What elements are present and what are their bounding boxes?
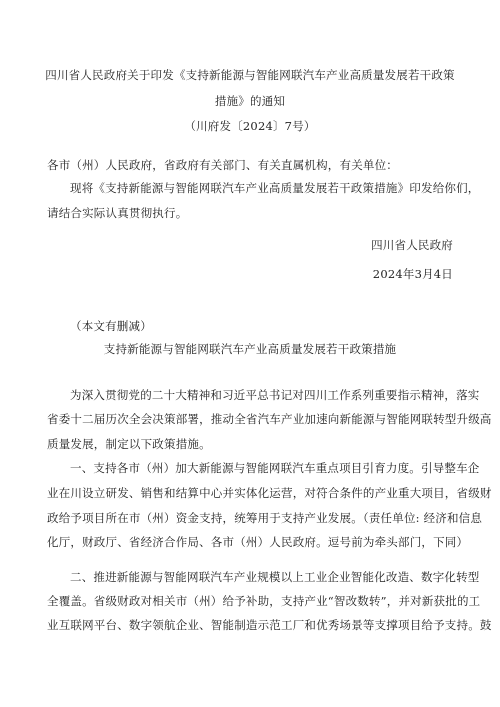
intro-line-1: 为深入贯彻党的二十大精神和习近平总书记对四川工作系列重要指示精神，落实 bbox=[70, 388, 480, 402]
attachment-title: 支持新能源与智能网联汽车产业高质量发展若干政策措施 bbox=[103, 342, 397, 356]
document-number: （川府发〔2024〕7号） bbox=[184, 119, 316, 133]
addressee: 各市（州）人民政府，省政府有关部门、有关直属机构，有关单位： bbox=[47, 158, 398, 172]
item1-line-3: 政给予项目所在市（州）资金支持，统筹用于支持产业发展。（责任单位: 经济和信息 bbox=[47, 511, 483, 525]
item2-line-2: 全覆盖。省级财政对相关市（州）给予补助，支持产业“智改数转”，并对新获批的工 bbox=[47, 594, 481, 608]
intro-line-3: 质量发展，制定以下政策措施。 bbox=[47, 437, 211, 451]
item1-line-1: 一、支持各市（州）加大新能源与智能网联汽车重点项目引育力度。引导整车企 bbox=[70, 461, 480, 475]
item1-line-2: 业在川设立研发、销售和结算中心并实体化运营，对符合条件的产业重大项目，省级财 bbox=[47, 486, 492, 500]
intro-line-2: 省委十二届历次全会决策部署，推动全省汽车产业加速向新能源与智能网联转型升级高 bbox=[47, 412, 492, 426]
item2-line-3: 业互联网平台、数字领航企业、智能制造示范工厂和优秀场景等支撑项目给予支持。鼓 bbox=[47, 618, 492, 632]
notice-body-line-2: 请结合实际认真贯彻执行。 bbox=[47, 206, 188, 220]
notice-title-line-2: 措施》的通知 bbox=[214, 94, 286, 108]
abridged-note: （本文有删减） bbox=[70, 319, 152, 333]
item1-line-4: 化厅，财政厅、省经济合作局、各市（州）人民政府。逗号前为牵头部门，下同） bbox=[47, 535, 469, 549]
item2-line-1: 二、推进新能源与智能网联汽车产业规模以上工业企业智能化改造、数字化转型 bbox=[70, 570, 480, 584]
issue-date: 2024年3月4日 bbox=[372, 267, 453, 281]
issuer-signature: 四川省人民政府 bbox=[371, 238, 453, 252]
notice-title-line-1: 四川省人民政府关于印发《支持新能源与智能网联汽车产业高质量发展若干政策 bbox=[45, 68, 455, 82]
notice-body-line-1: 现将《支持新能源与智能网联汽车产业高质量发展若干政策措施》印发给你们， bbox=[70, 181, 480, 195]
